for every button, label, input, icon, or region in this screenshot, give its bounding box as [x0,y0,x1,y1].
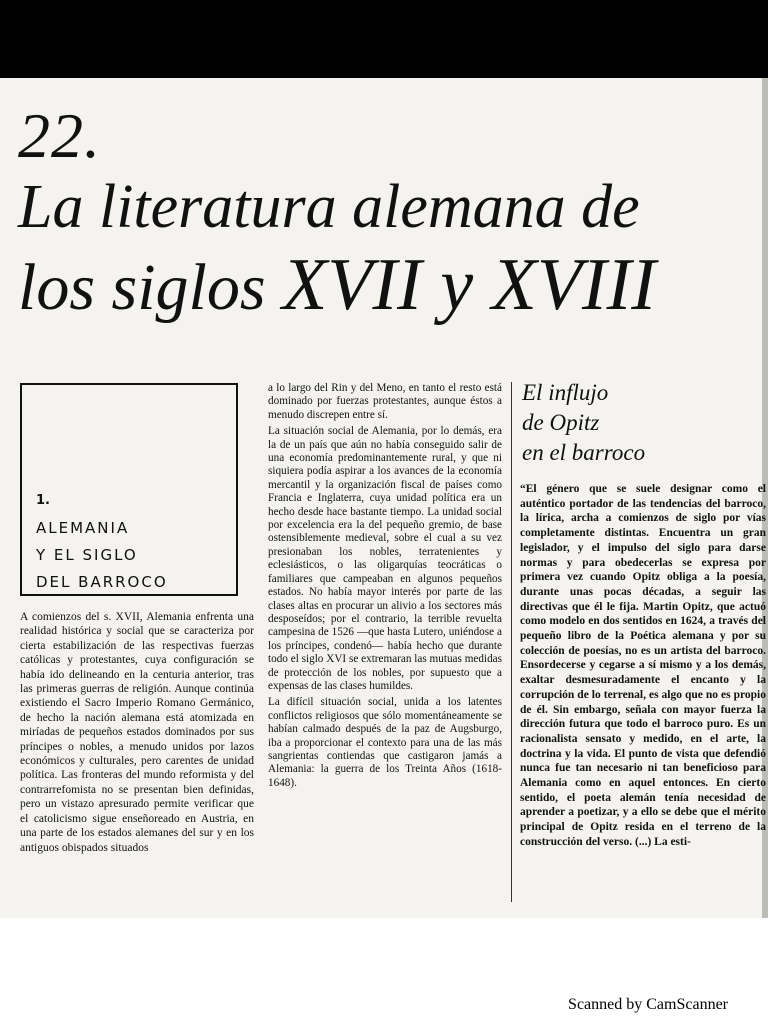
sidebar-heading [522,378,762,468]
scanner-watermark: Scanned by CamScanner [568,996,728,1013]
section-title-line: DEL BARROCO [36,573,168,591]
sidebar-heading-line: de Opitz [522,410,600,435]
scan-top-border [0,0,768,78]
sidebar-quote [520,482,766,853]
sidebar-heading-line: en el barroco [522,440,646,465]
body-column-1 [20,610,254,858]
sidebar-heading-line: El influjo [522,380,609,405]
column-divider [511,382,512,902]
chapter-title-centuries: XVII y XVIII [282,244,656,326]
chapter-title-line1: La literatura alemana de [18,173,640,241]
chapter-number: 22. [18,100,101,171]
paragraph: a lo largo del Rin y del Meno, en tanto el resto está dominado por fuerzas protestantes, aunque éstos a menudo discrepen entre sí. [268,382,502,421]
paragraph: La situación social de Alemania, por lo demás, era la de un país que aún no había conseguido salir de una economía predominantemente rural, y que ni siquiera podía aspirar a los avances de la economía mercantil y la organización fiscal de países como Francia e Inglaterra, cuya unidad política era un hecho desde hace bastante tiempo. La unidad social por excelencia era la del pequeño gremio, de base ostensiblemente medieval, sobre el cual a su vez presionaban los nobles, terratenientes y eclesiásticos, o las oligarquías teocráticas o familiares que campeaban en algunos pequeños estados. No había mayor interés por parte de las clases altas en procurar un alivio a los sectores más desposeídos; por el contrario, la terrible revuelta campesina de 1526 —que hasta Lutero, uniéndose a los príncipes, condenó— había hecho que durante todo el siglo XVI se extremaran las mutuas medidas de protección de los nobles, por supuesto que a expensas de las clases humildes. [268,425,502,692]
paragraph: A comienzos del s. XVII, Alemania enfrenta una realidad histórica y social que se caracteriza por cierta estabilización de las respectivas fuerzas católicas y protestantes, cuya configuración se había ido delineando en la centuria anterior, tras las primeras guerras de religión. Aunque continúa existiendo el Sacro Imperio Romano Germánico, de hecho la nación alemana está atomizada en miríadas de pequeños estados dominados por sus príncipes o nobles, a menudo unidos por lazos económicos y culturales, pero carentes de unidad política. Las fronteras del mundo reformista y del contrarrefomista no se presentan bien definidas, pero un vistazo apresurado permite verificar que el catolicismo sigue enseñoreado en Austria, en una parte de los estados alemanes del sur y en los antiguos obispados situados [20,611,254,854]
section-title [36,515,168,596]
section-heading-box [20,383,238,596]
section-title-line: Y EL SIGLO [36,546,138,564]
section-title-line: ALEMANIA [36,519,130,537]
body-column-2 [268,382,502,793]
paragraph: La difícil situación social, unida a los latentes conflictos religiosos que sólo momentáneamente se habían calmado después de la paz de Augsburgo, iba a proporcionar el contexto para una de las más sangrientas contiendas que castigaron jamás a Alemania: la guerra de los Treinta Años (1618-1648). [268,696,502,789]
section-number: 1. [36,493,50,508]
chapter-title-line2 [18,244,656,326]
quote-paragraph: “El género que se suele designar como el auténtico portador de las tendencias del barroco, la lírica, archa a comienzos de siglo por vías completamente distintas. Encuentra un gran legislador, y el impulso del siglo para darse normas y para obedecerlas se expresa por primera vez cuando Opitz obliga a la poesía, durante unas pocas décadas, a seguir las directivas que él le fija. Martin Opitz, que actuó como modelo en dos sentidos en 1624, a través del pequeño libro de la Poética alemana y por su colección de poesías, no es un artista del barroco. Ensordecerse y cegarse a sí mismo y a los demás, exaltar desmesuradamente el encanto y la corrupción de lo terrenal, es algo que no es propio de él. Sin embargo, señala con mayor fuerza la dirección futura que todo el barroco puro. Es un racionalista sensato y medido, en el arte, la doctrina y la vida. El punto de vista que defendió nunca fue tan necesario ni tan beneficioso para Alemania como en aquel entonces. En cierto sentido, el poeta alemán tenía necesidad de aprender a poetizar, y a ello se debe que el mérito principal de Opitz resida en el terreno de la construcción del verso. (...) La esti- [520,483,766,848]
chapter-title-line2-text: los siglos [18,251,283,324]
